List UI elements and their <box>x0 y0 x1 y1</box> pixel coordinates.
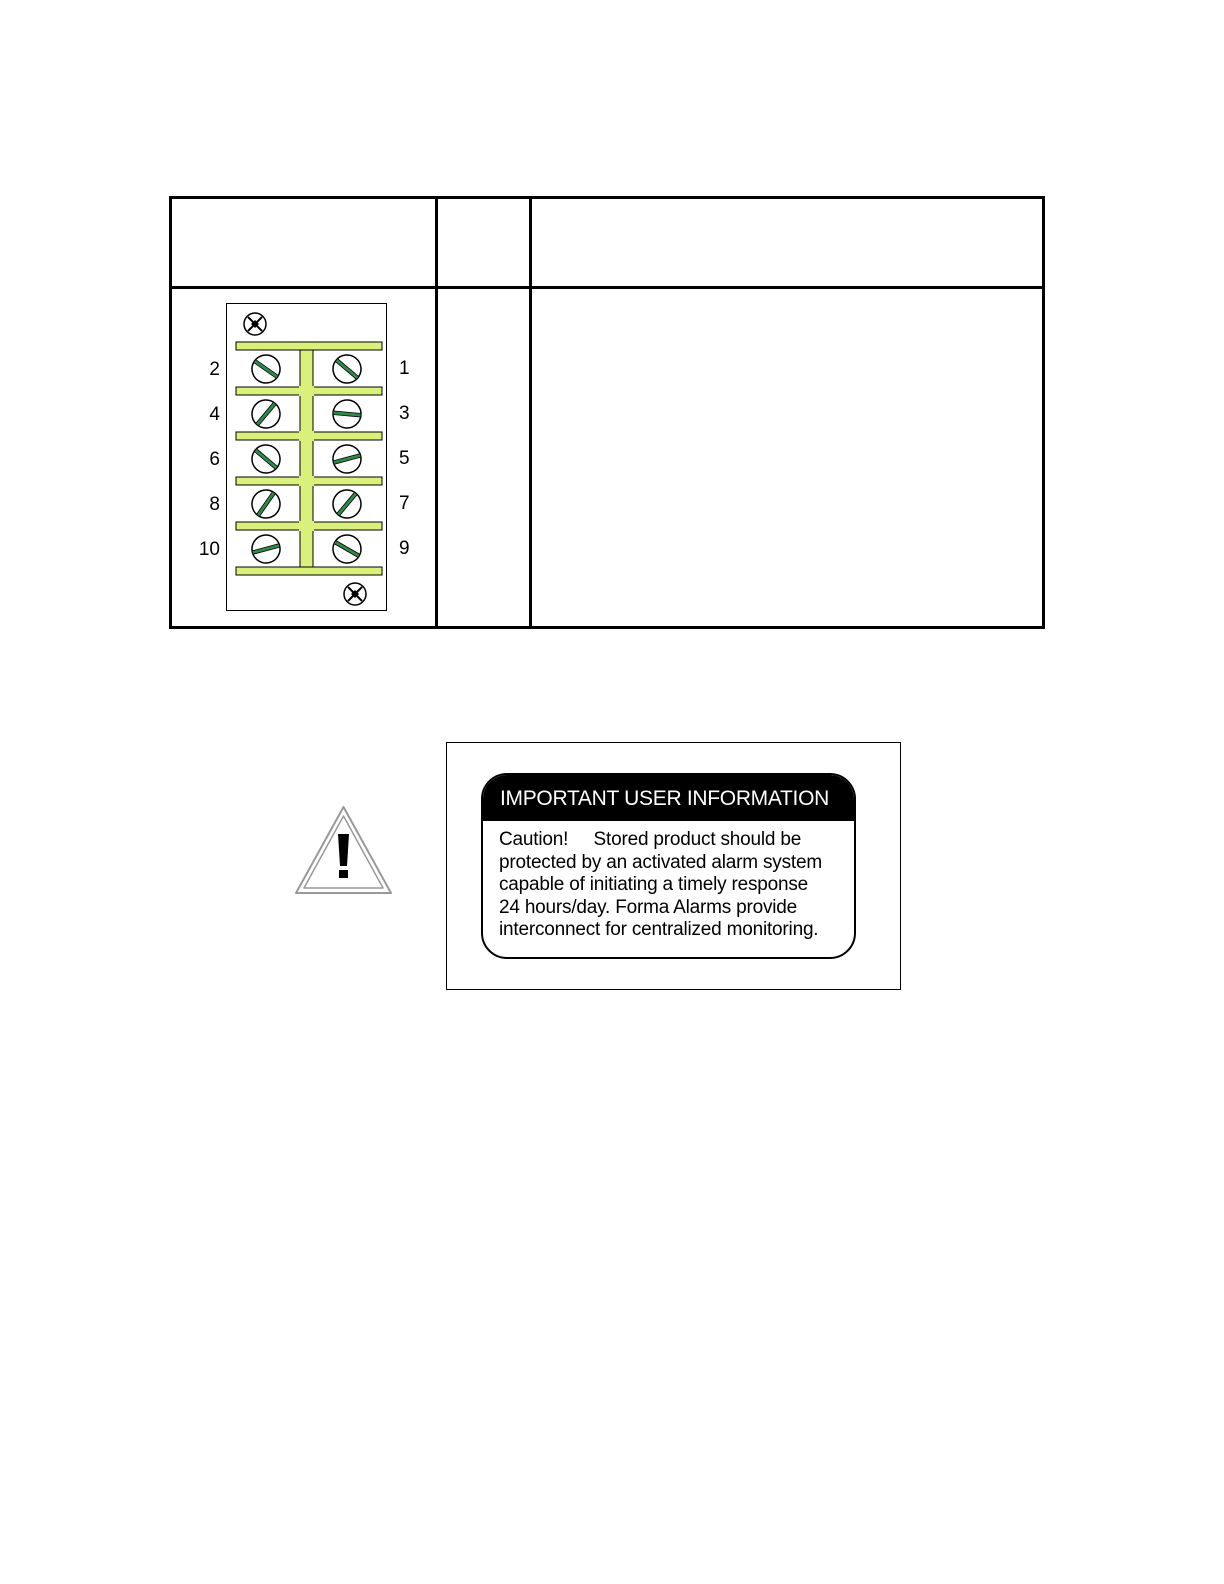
terminal-separator <box>236 567 382 575</box>
terminal-number-cell <box>438 289 529 626</box>
terminal-description-cell <box>532 289 1042 626</box>
terminal-block-drawing <box>227 304 386 610</box>
warning-triangle-icon <box>293 804 394 896</box>
terminal-spine <box>300 350 313 567</box>
terminal-label-right: 1 <box>399 358 410 379</box>
terminal-label-right: 3 <box>399 403 410 424</box>
terminal-screw-icon <box>328 530 366 568</box>
caution-label-line: interconnect for centralized monitoring. <box>499 919 819 940</box>
caution-label-line: protected by an activated alarm system <box>499 851 822 873</box>
terminal-block <box>226 303 387 611</box>
terminal-label-left: 8 <box>209 494 220 515</box>
caution-label <box>481 773 856 959</box>
spine-joint <box>299 386 314 396</box>
terminal-label-right: 5 <box>399 448 410 469</box>
terminal-label-left: 2 <box>209 359 220 380</box>
terminal-screw-icon <box>327 349 366 388</box>
terminal-screw-icon <box>327 484 366 523</box>
terminal-screw-icon <box>247 350 286 389</box>
terminal-label-left: 4 <box>209 404 220 425</box>
terminal-screw-icon <box>246 394 285 433</box>
terminal-label-left: 10 <box>198 539 220 560</box>
terminal-screw-icon <box>330 442 364 476</box>
header-cell-terminal <box>438 199 529 286</box>
terminal-label-left: 6 <box>209 449 220 470</box>
caution-label-line: 24 hours/day. Forma Alarms provide <box>499 896 798 918</box>
terminal-screw-icon <box>249 532 283 566</box>
terminal-separator <box>236 342 382 350</box>
caution-label-body <box>483 821 854 942</box>
caution-label-line: Caution! Stored product should be <box>499 829 802 850</box>
mounting-screw-icon <box>244 313 266 335</box>
header-cell-description <box>532 199 1042 286</box>
caution-label-heading: IMPORTANT USER INFORMATION <box>483 775 854 821</box>
spine-joint <box>299 476 314 486</box>
terminal-screw-icon <box>246 439 285 478</box>
terminal-screw-icon <box>332 399 362 429</box>
caution-label-line: capable of initiating a timely response <box>499 874 809 895</box>
header-cell-diagram <box>172 199 435 286</box>
terminal-screw-icon <box>247 485 286 524</box>
spine-joint <box>299 431 314 441</box>
spine-joint <box>299 521 314 531</box>
terminal-label-right: 7 <box>399 493 410 514</box>
terminal-label-right: 9 <box>399 538 410 559</box>
mounting-screw-icon <box>344 583 366 605</box>
